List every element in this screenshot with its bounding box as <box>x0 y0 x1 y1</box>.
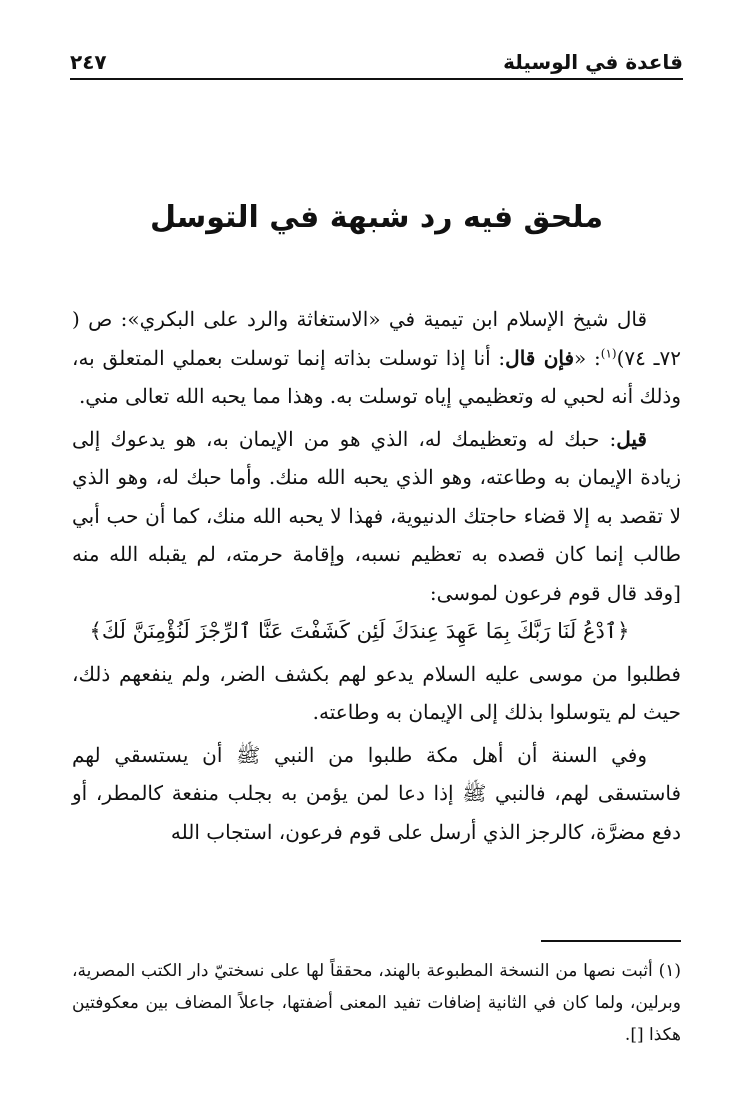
footnote-marker: (١) <box>658 961 682 981</box>
body-text <box>72 300 681 855</box>
running-title: قاعدة في الوسيلة <box>503 50 683 74</box>
paragraph-1-label: فإن قال <box>505 345 575 370</box>
paragraph-1 <box>72 300 681 416</box>
paragraph-2-rest: : حبك له وتعظيمك له، الذي هو من الإيمان به، هو يدعوك إلى زيادة الإيمان به وطاعته، وهو الذي يحبه الله منك. وأما حبك له، وهو الذي لا تقصد به إلا قضاء حاجتك الدنيوية، فهذا لا يحبه الله منك، كما أن حب أبي طالب إنما كان قصده به تعظيم نسبه، وإقامة حرمته، لم يقبله الله منه [وقد قال قوم فرعون لموسى: <box>72 426 681 605</box>
paragraph-2 <box>72 420 681 651</box>
paragraph-1-intro: قال شيخ الإسلام ابن تيمية في «الاستغاثة والرد على البكري»: ص ( ٧٢ـ ٧٤) <box>72 307 681 370</box>
chapter-title: ملحق فيه رد شبهة في التوسل <box>149 200 604 235</box>
paragraph-3: وفي السنة أن أهل مكة طلبوا من النبي ﷺ أن يستسقي لهم فاستسقى لهم، فالنبي ﷺ إذا دعا لمن يؤمن به بجلب منفعة كالمطر، أو دفع مضرَّة، كالرجز الذي أرسل على قوم فرعون، استجاب الله <box>72 742 681 844</box>
paragraph-2-continued: فطلبوا من موسى عليه السلام يدعو لهم بكشف الضر، ولم ينفعهم ذلك، حيث لم يتوسلوا بذلك إلى الإيمان به وطاعته. <box>72 661 681 724</box>
paragraph-1-rest: : أنا إذا توسلت بذاته إنما توسلت بعملي المتعلق به، وذلك أنه لحبي له وتعظيمي إياه توسلت به. وهذا مما يحبه الله تعالى مني. <box>72 345 681 408</box>
footnote-reference[interactable]: (١) <box>600 345 617 360</box>
page-number: ٢٤٧ <box>70 50 107 74</box>
page-header <box>70 44 683 80</box>
paragraph-2-label: قيل <box>616 426 647 451</box>
paragraph-1-lead: : « <box>574 345 601 370</box>
footnote-divider <box>541 940 681 942</box>
quran-verse: ﴿ٱدْعُ لَنَا رَبَّكَ بِمَا عَهِدَ عِندَكَ لَئِن كَشَفْتَ عَنَّا ٱلرِّجْزَ لَنُؤْمِنَنَّ لَكَ﴾ <box>89 619 630 643</box>
footnote-text: أثبت نصها من النسخة المطبوعة بالهند، محققاً لها على نسختيّ دار الكتب المصرية، وبرلين، ولما كان في الثانية إضافات تفيد المعنى أضفتها، جاعلاً المضاف بين معكوفتين هكذا []. <box>72 961 681 1045</box>
footnotes <box>72 955 681 1051</box>
